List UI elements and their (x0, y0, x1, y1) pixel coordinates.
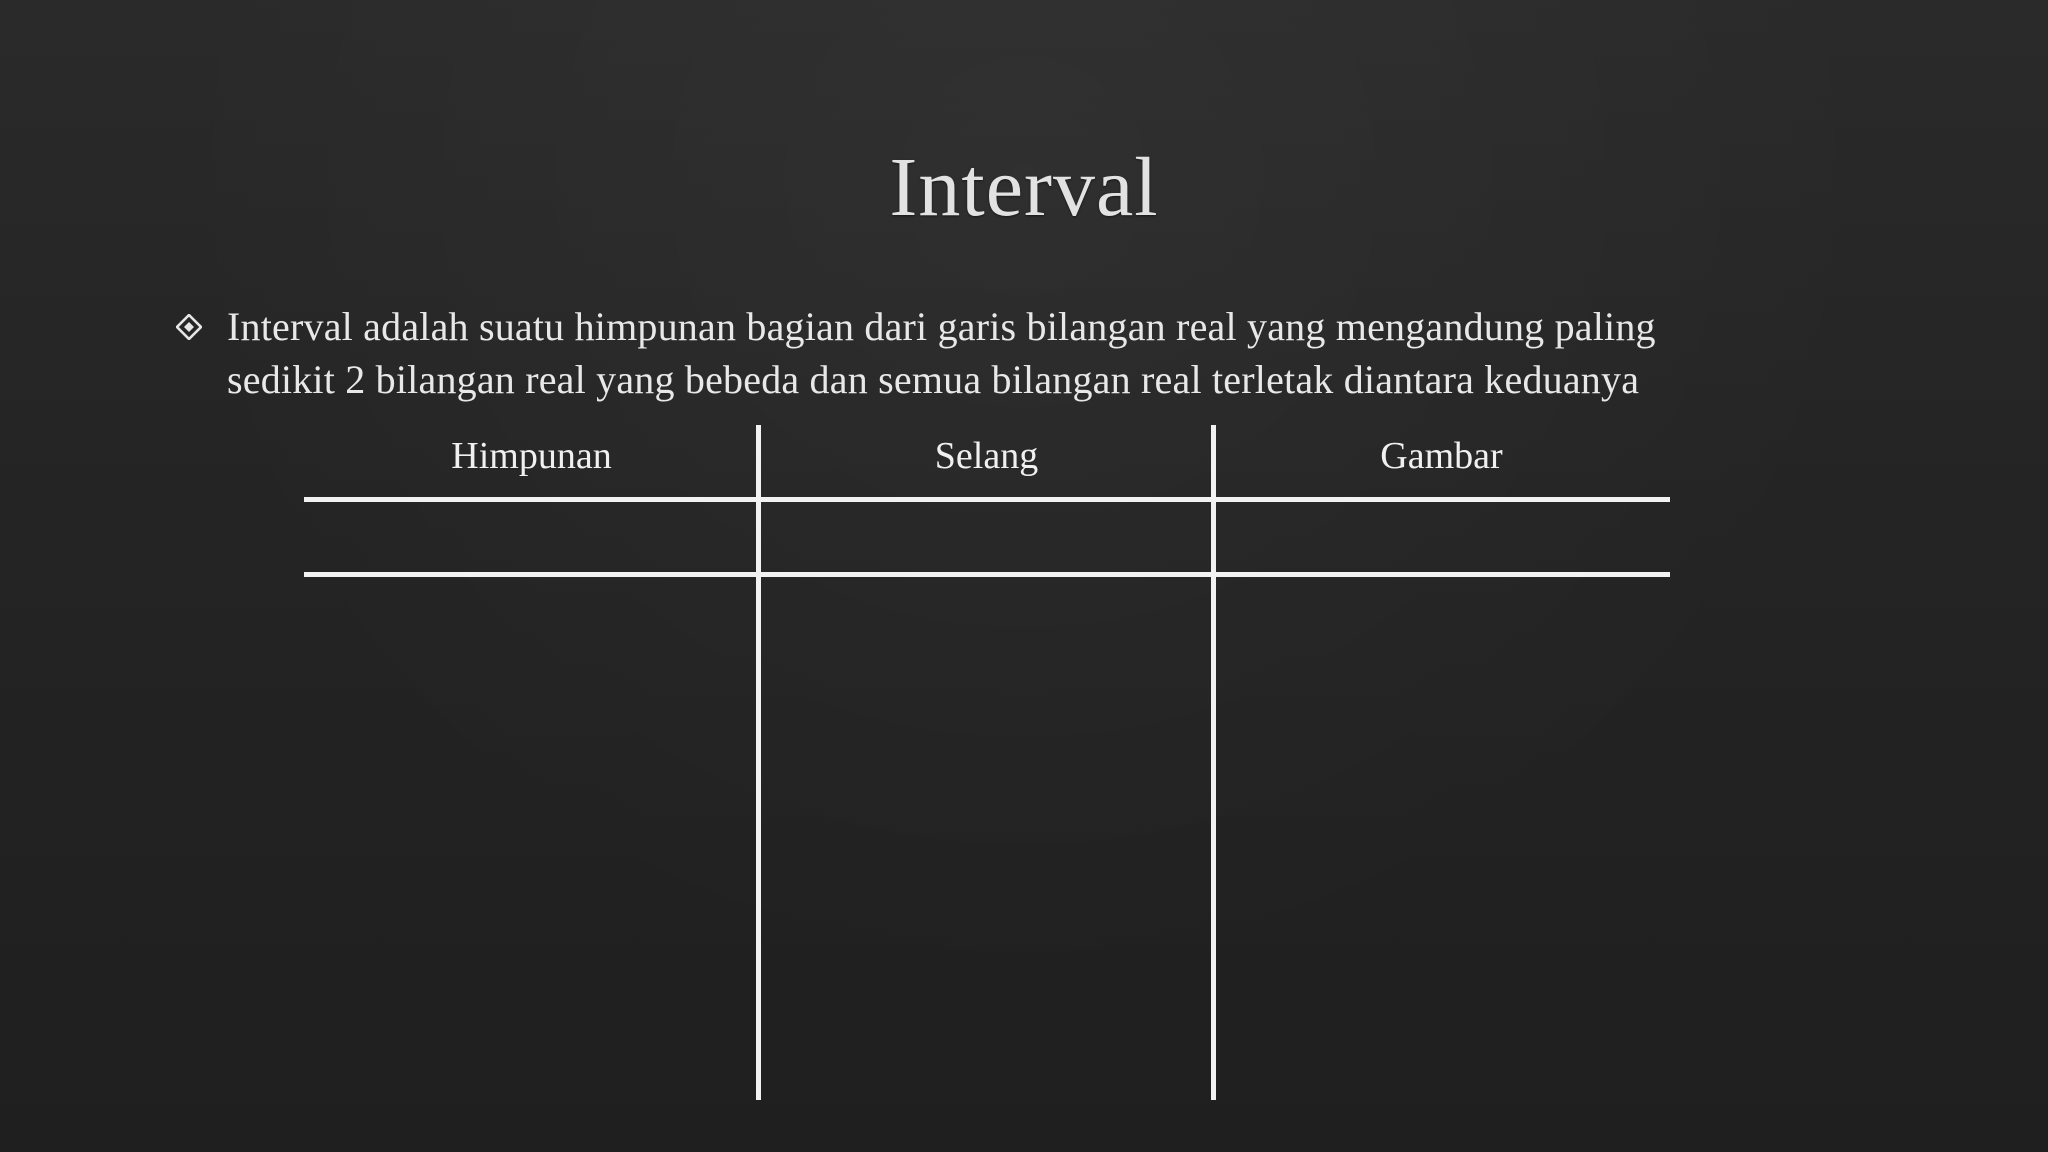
table-header-rule (304, 497, 1670, 502)
table-column-divider-2 (1211, 425, 1216, 1100)
table-row-rule (304, 572, 1670, 577)
bullet-text-line-1: Interval adalah suatu himpunan bagian dari garis bilangan real yang mengandung paling (227, 304, 1656, 349)
bullet-text-line-2: sedikit 2 bilangan real yang bebeda dan semua bilangan real terletak diantara keduanya (227, 357, 1640, 402)
header-selang: Selang (934, 435, 1039, 477)
table-column-divider-1 (756, 425, 761, 1100)
header-himpunan: Himpunan (451, 435, 612, 477)
header-gambar: Gambar (1380, 435, 1503, 477)
slide-title: Interval (889, 141, 1159, 234)
